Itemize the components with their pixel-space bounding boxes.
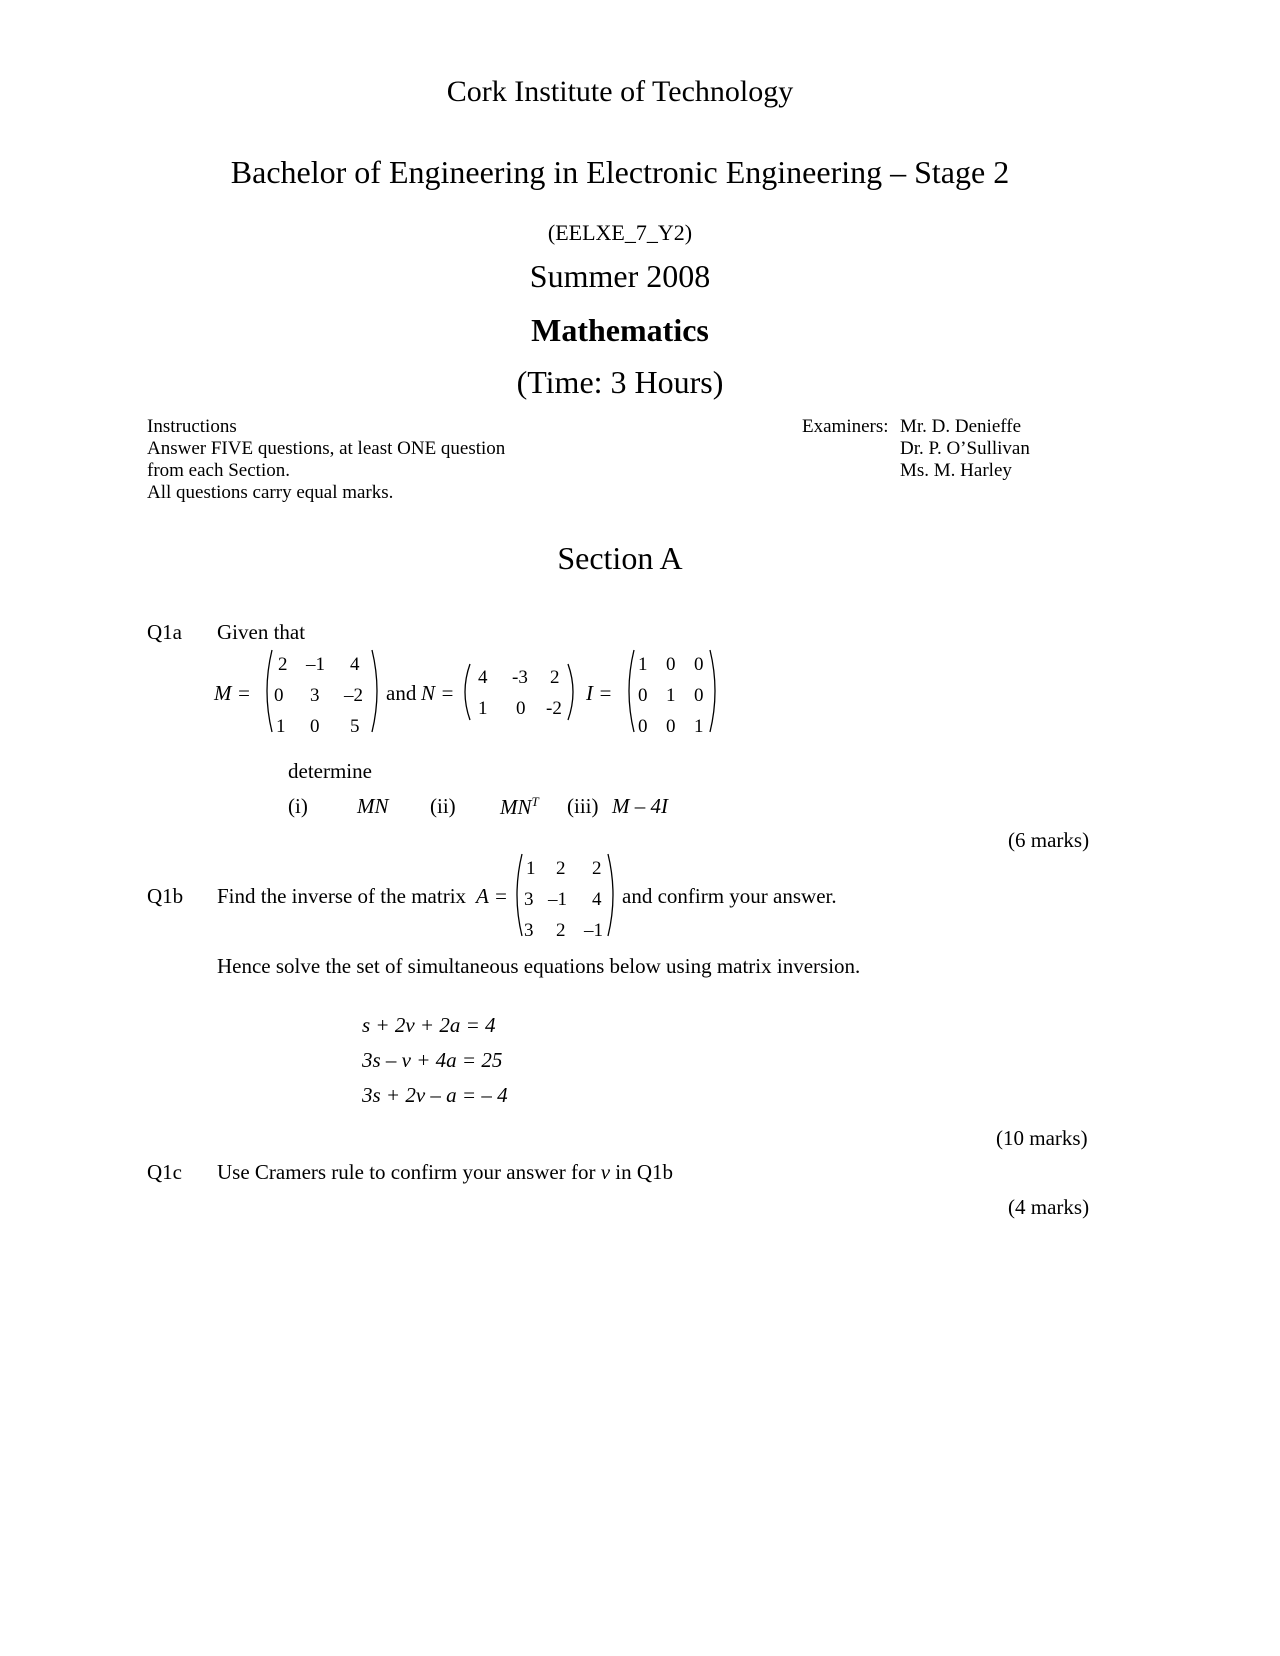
examiner-name: Mr. D. Denieffe (900, 416, 1022, 437)
matrix-cell: 0 (638, 716, 648, 736)
right-paren (608, 854, 613, 936)
matrix-cell: -3 (512, 667, 528, 688)
programme-code: (EELXE_7_Y2) (547, 220, 693, 245)
q1c-variable: v (600, 1160, 611, 1184)
exam-session: Summer 2008 (529, 258, 711, 294)
matrix-m-label: M = (214, 681, 251, 705)
question-text-end: and confirm your answer. (622, 884, 837, 908)
matrix-n (460, 660, 580, 724)
matrix-cell: 0 (666, 654, 676, 675)
question-text (217, 1160, 673, 1185)
examiners-list (900, 416, 1030, 482)
matrix-cell: 1 (638, 654, 648, 675)
matrix-cell: 4 (478, 667, 488, 688)
examiner-name: Dr. P. O’Sullivan (900, 438, 1030, 459)
matrix-cell: –1 (306, 654, 325, 675)
matrix-cell: 0 (694, 654, 704, 675)
matrix-cell: 2 (592, 858, 602, 879)
matrix-cell: 0 (516, 698, 526, 719)
matrix-cell: 1 (666, 685, 676, 706)
matrix-cell: 2 (556, 920, 566, 940)
matrix-cell: 3 (524, 920, 534, 940)
question-label: Q1b (147, 884, 184, 908)
part-iii-expr: M – 4I (612, 794, 668, 818)
part-ii-base: MN (500, 795, 532, 819)
marks-q1c: (4 marks) (1008, 1195, 1090, 1219)
matrix-cell: –2 (344, 685, 363, 706)
matrix-n-label: N = (421, 681, 455, 705)
question-label: Q1a (147, 620, 182, 644)
matrix-cell: 0 (638, 685, 648, 706)
matrix-cell: 3 (310, 685, 320, 706)
institute-name: Cork Institute of Technology (446, 75, 794, 108)
part-ii-expr (500, 794, 539, 820)
question-text: Find the inverse of the matrix (217, 884, 467, 908)
instructions-line: Answer FIVE questions, at least ONE question (147, 438, 506, 459)
question-label: Q1c (147, 1160, 182, 1184)
matrix-cell: 0 (666, 716, 676, 736)
matrix-cell: 0 (310, 716, 320, 736)
instructions-line: All questions carry equal marks. (147, 482, 394, 503)
part-ii-label: (ii) (430, 794, 456, 818)
programme-title: Bachelor of Engineering in Electronic Engineering – Stage 2 (230, 154, 1010, 190)
matrix-cell: 2 (556, 858, 566, 879)
matrix-cell: –1 (548, 889, 567, 910)
matrix-cell: 2 (550, 667, 560, 688)
matrix-cell: 4 (592, 889, 602, 910)
equation: 3s – v + 4a = 25 (362, 1048, 503, 1072)
transpose-superscript: T (531, 794, 539, 809)
right-paren (710, 650, 715, 732)
and-text: and (386, 681, 417, 705)
instructions-title: Instructions (147, 416, 237, 437)
exam-duration: (Time: 3 Hours) (516, 364, 724, 400)
matrix-cell: 2 (278, 654, 288, 675)
question-intro: Given that (217, 620, 306, 644)
matrix-cell: 4 (350, 654, 360, 675)
right-paren (372, 650, 377, 732)
matrix-a (512, 850, 618, 940)
matrix-cell: 3 (524, 889, 534, 910)
determine-text: determine (288, 759, 372, 783)
matrix-cell: 1 (276, 716, 286, 736)
matrix-m (262, 646, 382, 736)
equation: s + 2v + 2a = 4 (362, 1013, 496, 1037)
section-heading: Section A (557, 540, 683, 576)
equation: 3s + 2v – a = – 4 (362, 1083, 508, 1107)
matrix-i (624, 646, 720, 736)
q1c-text: Use Cramers rule to confirm your answer for (217, 1160, 596, 1184)
matrix-cell: 5 (350, 716, 360, 736)
examiner-name: Ms. M. Harley (900, 460, 1012, 481)
left-paren (629, 650, 634, 732)
left-paren (267, 650, 272, 732)
right-paren (568, 664, 573, 720)
hence-text: Hence solve the set of simultaneous equations below using matrix inversion. (217, 954, 861, 978)
matrix-cell: -2 (546, 698, 562, 719)
subject-title: Mathematics (531, 312, 709, 348)
marks-q1b: (10 marks) (996, 1126, 1088, 1150)
matrix-cell: 1 (526, 858, 536, 879)
left-paren (517, 854, 522, 936)
instructions-block (147, 416, 505, 504)
part-i-expr: MN (357, 794, 389, 818)
part-i-label: (i) (288, 794, 308, 818)
matrix-cell: 1 (694, 716, 704, 736)
q1c-text-end: in Q1b (615, 1160, 674, 1184)
matrix-cell: –1 (584, 920, 603, 940)
part-iii-label: (iii) (567, 794, 599, 818)
matrix-cell: 0 (694, 685, 704, 706)
matrix-cell: 0 (274, 685, 284, 706)
examiners-label: Examiners: (802, 416, 889, 437)
matrix-i-label: I = (586, 681, 613, 705)
left-paren (465, 664, 470, 720)
matrix-a-label: A = (476, 884, 508, 908)
marks-q1a: (6 marks) (1008, 828, 1090, 852)
instructions-line: from each Section. (147, 460, 290, 481)
matrix-cell: 1 (478, 698, 488, 719)
